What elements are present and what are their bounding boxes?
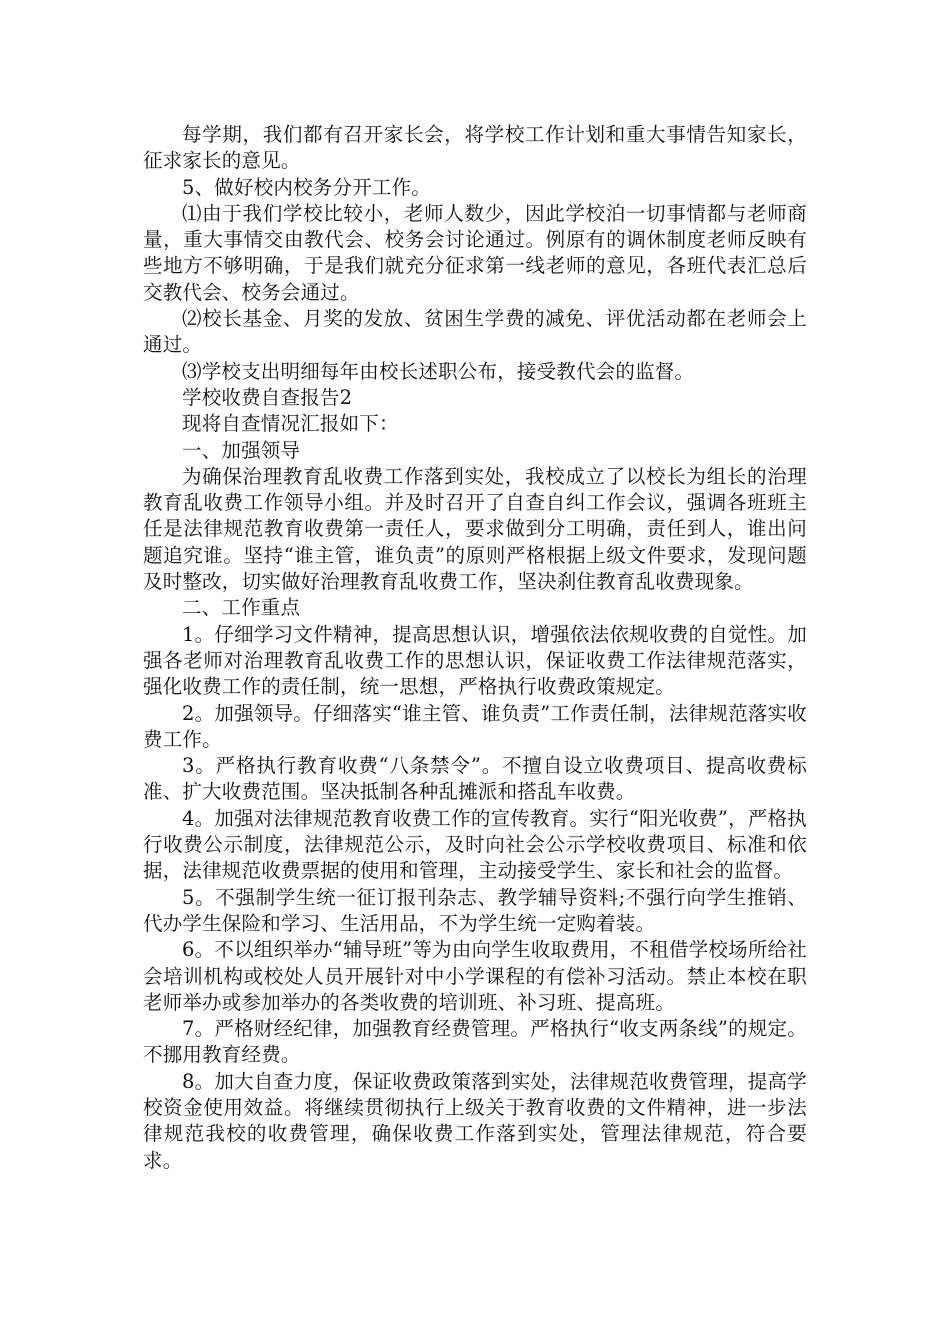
paragraph-2: 5、做好校内校务分开工作。 [182, 175, 432, 199]
paragraph-4: ⑵校长基金、月奖的发放、贫困生学费的减免、评优活动都在老师会上通过。 [143, 307, 807, 357]
paragraph-15: 5。不强制学生统一征订报刊杂志、教学辅导资料;不强行向学生推销、代办学生保险和学习、生活用品，不为学生统一定购着装。 [143, 885, 807, 935]
heading-2: 二、工作重点 [182, 596, 301, 620]
paragraph-18: 8。加大自查力度，保证收费政策落到实处，法律规范收费管理，提高学校资金使用效益。将继续贯彻执行上级关于教育收费的文件精神，进一步法律规范我校的收费管理，确保收费工作落到实处，管理法律规范，符合要求。 [143, 1069, 807, 1172]
paragraph-9: 为确保治理教育乱收费工作落到实处，我校成立了以校长为组长的治理教育乱收费工作领导小组。并及时召开了自查自纠工作会议，强调各班班主任是法律规范教育收费第一责任人，要求做到分工明确，责任到人，谁出问题追究谁。坚持“谁主管，谁负责”的原则严格根据上级文件要求，发现问题及时整改，切实做好治理教育乱收费工作，坚决刹住教育乱收费现象。 [143, 464, 807, 594]
paragraph-16: 6。不以组织举办“辅导班”等为由向学生收取费用，不租借学校场所给社会培训机构或校处人员开展针对中小学课程的有偿补习活动。禁止本校在职老师举办或参加举办的各类收费的培训班、补习班、提高班。 [143, 938, 807, 1014]
paragraph-5: ⑶学校支出明细每年由校长述职公布，接受教代会的监督。 [182, 359, 695, 383]
section-title: 学校收费自查报告2 [182, 385, 353, 409]
paragraph-12: 2。加强领导。仔细落实“谁主管、谁负责”工作责任制，法律规范落实收费工作。 [143, 701, 807, 751]
paragraph-3: ⑴由于我们学校比较小，老师人数少，因此学校泊一切事情都与老师商量，重大事情交由教代会、校务会讨论通过。例原有的调休制度老师反映有些地方不够明确，于是我们就充分征求第一线老师的意见，各班代表汇总后交教代会、校务会通过。 [143, 201, 807, 304]
paragraph-7: 现将自查情况汇报如下： [182, 412, 399, 436]
document-page [143, 122, 807, 1174]
paragraph-1: 每学期，我们都有召开家长会，将学校工作计划和重大事情告知家长，征求家长的意见。 [143, 123, 807, 173]
paragraph-11: 1。仔细学习文件精神，提高思想认识，增强依法依规收费的自觉性。加强各老师对治理教育乱收费工作的思想认识，保证收费工作法律规范落实，强化收费工作的责任制，统一思想，严格执行收费政策规定。 [143, 622, 807, 699]
paragraph-13: 3。严格执行教育收费“八条禁令”。不擅自设立收费项目、提高收费标准、扩大收费范围。坚决抵制各种乱摊派和搭乱车收费。 [143, 754, 807, 804]
paragraph-14: 4。加强对法律规范教育收费工作的宣传教育。实行“阳光收费”，严格执行收费公示制度，法律规范公示，及时向社会公示学校收费项目、标准和依据，法律规范收费票据的使用和管理，主动接受学生、家长和社会的监督。 [143, 806, 807, 883]
paragraph-17: 7。严格财经纪律，加强教育经费管理。严格执行“收支两条线”的规定。不挪用教育经费。 [143, 1017, 807, 1067]
heading-1: 一、加强领导 [182, 438, 301, 462]
